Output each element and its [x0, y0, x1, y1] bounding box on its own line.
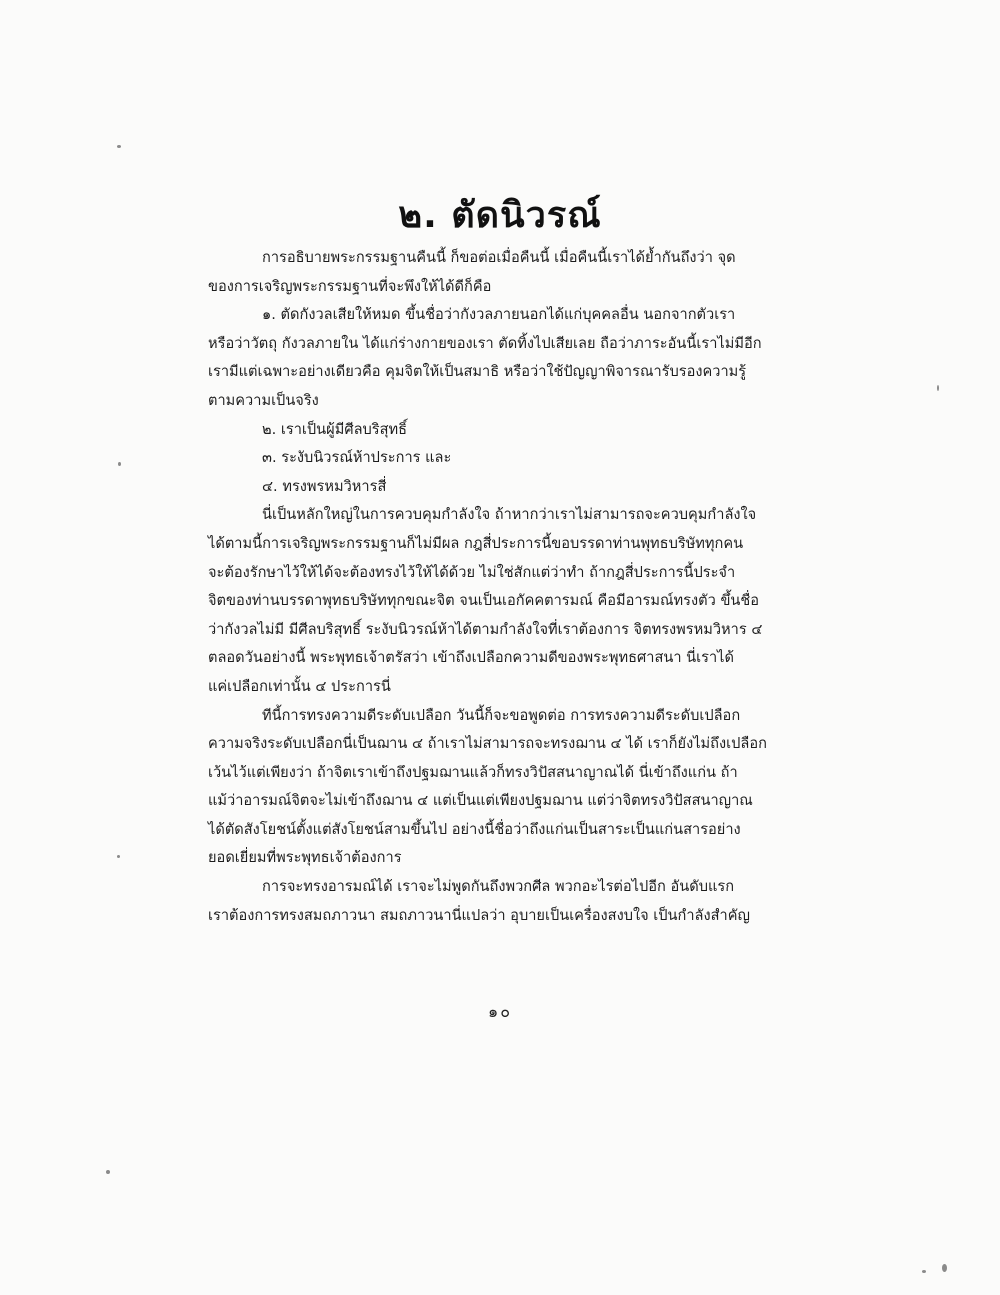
scan-speck [922, 1270, 926, 1273]
text-line-2: ของการเจริญพระกรรมฐานที่จะพึงให้ได้ดีก็คือ [208, 277, 492, 295]
list-item-3: ๓. ระงับนิวรณ์ห้าประการ และ [262, 449, 452, 467]
text-line-21: ได้ตัดสังโยชน์ตั้งแต่สังโยชน์สามขึ้นไป อย่างนี้ชื่อว่าถึงแก่นเป็นสาระเป็นแก่นสารอย่าง [208, 820, 741, 838]
text-line-23: การจะทรงอารมณ์ได้ เราจะไม่พูดกันถึงพวกศีล พวกอะไรต่อไปอีก อันดับแรก [262, 878, 735, 896]
scan-speck [937, 385, 939, 391]
text-line-20: แม้ว่าอารมณ์จิตจะไม่เข้าถึงฌาน ๔ แต่เป็นแต่เพียงปฐมฌาน แต่ว่าจิตทรงวิปัสสนาญาณ [208, 792, 753, 810]
text-line-12: จะต้องรักษาไว้ให้ได้จะต้องทรงไว้ให้ได้ด้วย ไม่ใช่สักแต่ว่าทำ ถ้ากฎสี่ประการนี้ประจำ [208, 563, 736, 581]
text-line-24: เราต้องการทรงสมถภาวนา สมถภาวนานี่แปลว่า อุบายเป็นเครื่องสงบใจ เป็นกำลังสำคัญ [208, 906, 750, 924]
text-line-10: นี่เป็นหลักใหญ่ในการควบคุมกำลังใจ ถ้าหากว่าเราไม่สามารถจะควบคุมกำลังใจ [262, 506, 757, 524]
text-line-3: ๑. ตัดกังวลเสียให้หมด ขึ้นชื่อว่ากังวลภายนอกได้แก่บุคคลอื่น นอกจากตัวเรา [262, 306, 736, 324]
scan-speck [106, 1170, 110, 1174]
chapter-title: ๒. ตัดนิวรณ์ [398, 195, 602, 236]
text-line-18: ความจริงระดับเปลือกนี่เป็นฌาน ๔ ถ้าเราไม่สามารถจะทรงฌาน ๔ ได้ เราก็ยังไม่ถึงเปลือก [208, 735, 767, 753]
text-line-6: ตามความเป็นจริง [208, 391, 319, 409]
text-line-1: การอธิบายพระกรรมฐานคืนนี้ ก็ขอต่อเมื่อคืนนี้ เมื่อคืนนี้เราได้ย้ำกันถึงว่า จุด [262, 249, 736, 266]
scan-speck [118, 462, 121, 466]
scan-speck [117, 145, 121, 148]
text-line-22: ยอดเยี่ยมที่พระพุทธเจ้าต้องการ [208, 849, 402, 867]
text-line-11: ได้ตามนี้การเจริญพระกรรมฐานก็ไม่มีผล กฎสี่ประการนี้ขอบรรดาท่านพุทธบริษัททุกคน [208, 534, 744, 552]
text-line-14: ว่ากังวลไม่มี มีศีลบริสุทธิ์ ระงับนิวรณ์ห้าได้ตามกำลังใจที่เราต้องการ จิตทรงพรหมวิหาร ๔ [208, 620, 763, 638]
text-line-15: ตลอดวันอย่างนี้ พระพุทธเจ้าตรัสว่า เข้าถึงเปลือกความดีของพระพุทธศาสนา นี่เราได้ [208, 649, 734, 667]
scan-speck [117, 855, 120, 858]
text-line-4: หรือว่าวัตถุ กังวลภายใน ได้แก่ร่างกายของเรา ตัดทิ้งไปเสียเลย ถือว่าภาระอันนี้เราไม่มีอีก [208, 334, 762, 352]
text-line-16: แค่เปลือกเท่านั้น ๔ ประการนี่ [208, 677, 391, 695]
scan-speck [942, 1264, 947, 1272]
text-line-19: เว้นไว้แต่เพียงว่า ถ้าจิตเราเข้าถึงปฐมฌานแล้วก็ทรงวิปัสสนาญาณได้ นี่เข้าถึงแก่น ถ้า [208, 763, 738, 781]
page-number: ๑๐ [488, 1002, 512, 1021]
list-item-2: ๒. เราเป็นผู้มีศีลบริสุทธิ์ [262, 420, 408, 438]
text-line-5: เรามีแต่เฉพาะอย่างเดียวคือ คุมจิตให้เป็นสมาธิ หรือว่าใช้ปัญญาพิจารณารับรองความรู้ [208, 363, 747, 381]
text-line-17: ทีนี้การทรงความดีระดับเปลือก วันนี้ก็จะขอพูดต่อ การทรงความดีระดับเปลือก [262, 706, 741, 724]
list-item-4: ๔. ทรงพรหมวิหารสี่ [262, 477, 387, 495]
body-text [208, 244, 792, 930]
text-line-13: จิตของท่านบรรดาพุทธบริษัททุกขณะจิต จนเป็นเอกัคคตารมณ์ คือมีอารมณ์ทรงตัว ขึ้นชื่อ [208, 592, 760, 610]
